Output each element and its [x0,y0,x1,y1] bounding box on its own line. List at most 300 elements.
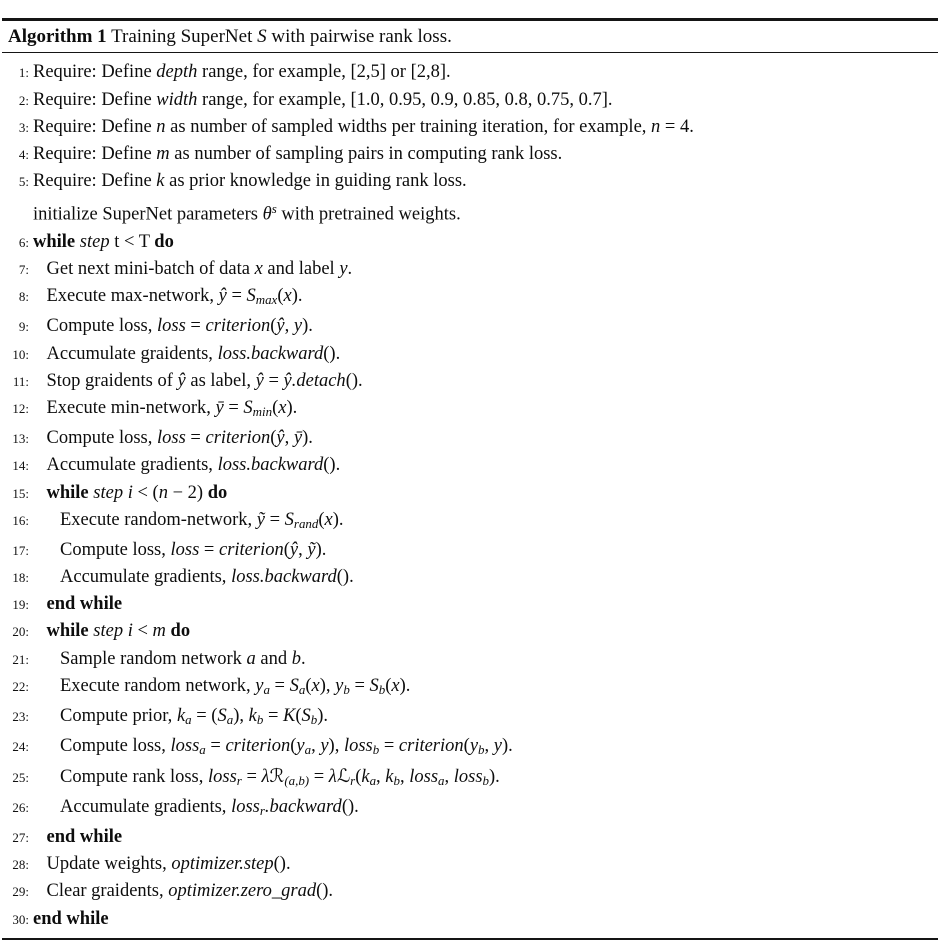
text-segment: step i [93,621,133,642]
algorithm-line [2,537,938,564]
text-segment: min [252,403,273,419]
text-segment: S [217,705,227,726]
line-number: 14: [12,458,29,474]
text-segment: m [156,143,170,164]
text-segment: . [347,259,353,280]
line-number: 8: [18,289,29,305]
line-number: 24: [12,738,29,754]
text-segment: ). [315,539,327,560]
text-segment: as label, [185,370,256,391]
text-segment: Compute loss, [60,539,171,560]
text-segment: as prior knowledge in guiding rank loss. [164,171,467,192]
line-number: 23: [12,708,29,724]
text-segment: ). [332,509,344,530]
text-segment: loss.backward [231,566,337,587]
text-segment: criterion [205,428,271,449]
text-segment: y [293,316,303,337]
text-segment: , [311,735,321,756]
text-segment: b [378,681,386,697]
text-segment: ( [463,735,470,756]
line-number: 22: [12,678,29,694]
text-segment: ( [277,286,284,307]
algorithm-line [2,168,938,195]
algorithm-line [2,395,938,425]
text-segment: S [289,675,299,696]
text-segment: (). [336,566,354,587]
algorithm-line [2,341,938,368]
text-segment: S [243,398,253,419]
algorithm-line [2,507,938,537]
text-segment: ). [317,705,329,726]
text-segment: y [339,259,348,280]
text-segment: ), [233,705,249,726]
text-segment: loss [409,766,439,787]
text-segment: end while [46,827,123,847]
line-number: 6: [18,234,29,250]
text-segment: Execute max-network, [46,286,219,307]
text-segment: y [335,675,344,696]
text-segment: while [46,482,94,503]
text-segment: ỹ [256,509,265,530]
text-segment: initialize SuperNet parameters [33,204,263,225]
text-segment: ỹ [307,539,316,560]
text-segment: ( [270,316,277,337]
text-segment: ). [286,398,298,419]
text-segment: loss [343,735,373,756]
text-segment: = [309,766,329,787]
text-segment: (). [345,370,363,391]
algorithm-line [2,283,938,313]
line-content [33,341,938,368]
algorithm-line [2,673,938,703]
line-content [33,368,938,395]
text-segment: Execute min-network, [46,398,216,419]
line-content [33,591,938,618]
line-number: 21: [12,651,29,667]
text-segment: end while [46,594,123,615]
line-content [33,59,938,86]
text-segment: a [438,772,445,788]
text-segment: b [393,772,400,788]
text-segment: Clear graidents, [46,881,169,902]
text-segment: as number of sampled widths per training iteration, for example, [165,116,652,137]
text-segment: loss [231,796,260,817]
line-content [33,195,938,229]
algorithm-line [2,141,938,168]
text-segment: a [298,681,306,697]
text-segment: criterion [205,316,271,337]
algorithm-line [2,824,938,851]
line-number: 16: [12,512,29,528]
text-segment: x [278,398,287,419]
text-segment: S [301,705,311,726]
text-segment: λ [261,766,270,787]
line-content [33,878,938,905]
text-segment: ŷ [276,428,285,449]
algorithm-line [2,480,938,507]
text-segment: ŷ [276,316,285,337]
algorithm-line [2,618,938,645]
algorithm-line [2,564,938,591]
text-segment: Execute random-network, [60,509,257,530]
text-segment: loss [453,766,483,787]
text-segment: ). [302,316,313,337]
algorithm-line [2,59,938,86]
text-segment: S [284,509,294,530]
text-segment: r [259,802,265,818]
text-segment: Update weights, [46,854,172,875]
text-segment: S [246,286,256,307]
text-segment: Compute prior, [60,705,177,726]
text-segment: ȳ [215,398,224,419]
text-segment: do [207,482,228,503]
text-segment: ), [319,675,336,696]
algorithm-line [2,425,938,452]
text-segment: Compute loss, [60,735,171,756]
text-segment: K [283,705,296,726]
algorithm-line [2,763,938,794]
text-segment: b [372,741,380,757]
text-segment: x [283,286,292,307]
text-segment: Compute loss, [46,316,157,337]
text-segment: = [379,735,399,756]
line-number: 4: [18,146,29,162]
text-segment: optimizer.step [171,854,274,875]
line-content [33,452,938,479]
line-content [33,168,938,195]
algorithm-title [2,21,938,52]
text-segment: = [263,370,284,391]
text-segment: depth [156,62,198,83]
text-segment: x [391,675,400,696]
line-content [33,141,938,168]
algorithm-line [2,851,938,878]
text-segment: (). [316,881,334,902]
text-segment: k [361,766,370,787]
text-segment: = [349,675,370,696]
line-content [33,313,938,340]
text-segment: , [399,766,410,787]
text-segment: b [291,648,301,669]
text-segment: , [376,766,386,787]
text-segment: ( [355,766,362,787]
text-segment: and label [262,259,340,280]
text-segment: b [478,741,485,757]
algorithm-line [2,87,938,114]
text-segment: b [310,711,318,727]
line-number: 7: [18,262,29,278]
line-number: 25: [12,769,29,785]
text-segment: loss.backward [217,455,324,476]
text-segment: Algorithm 1 [8,25,107,47]
text-segment: while [33,231,80,252]
text-segment: ). [399,675,411,696]
line-number: 17: [12,542,29,558]
bottom-rule [2,938,938,941]
text-segment: Accumulate gradients, [60,796,232,817]
text-segment: loss.backward [217,343,324,364]
text-segment: Compute loss, [46,428,157,449]
line-content [33,114,938,141]
text-segment: = [241,766,262,787]
line-number: 9: [18,319,29,335]
text-segment: ( [272,398,279,419]
text-segment: = 4. [660,116,694,137]
text-segment: width [156,89,198,110]
line-content [33,618,938,645]
text-segment: do [154,231,174,252]
text-segment: y [469,735,479,756]
text-segment: n [158,482,168,503]
text-segment: < [132,621,153,642]
algorithm-line [2,229,938,256]
line-content [33,733,938,763]
text-segment: Accumulate gradients, [46,455,218,476]
text-segment: S [369,675,379,696]
line-content [33,906,938,933]
text-segment: (). [323,343,341,364]
line-content [33,851,938,878]
algorithm-lines [2,53,938,938]
text-segment: Get next mini-batch of data [46,259,255,280]
text-segment: = [223,398,244,419]
text-segment: Stop graidents of [46,370,178,391]
line-number: 10: [12,346,29,362]
line-number: 3: [18,119,29,135]
text-segment: ŷ.detach [283,370,346,391]
line-number: 20: [12,624,29,640]
text-segment: ( [283,539,290,560]
text-segment: = [226,286,247,307]
text-segment: Require: Define [33,89,157,110]
text-segment: θ [262,204,272,225]
line-content [33,564,938,591]
text-segment: , [284,428,294,449]
text-segment: rand [293,515,319,531]
text-segment: n [156,116,166,137]
algorithm-block [2,18,938,940]
text-segment: end while [33,908,109,929]
text-segment: a [304,741,312,757]
line-content [33,824,938,851]
line-number: 12: [12,401,29,417]
text-segment: max [255,292,278,308]
line-number: 5: [18,174,29,190]
line-number: 2: [18,92,29,108]
text-segment: while [46,621,94,642]
text-segment: ). [302,428,313,449]
text-segment: (). [323,455,341,476]
text-segment: < ( [132,482,159,503]
text-segment: Training SuperNet [106,25,258,47]
text-segment: a [369,772,377,788]
text-segment: ). [291,286,303,307]
text-segment: (). [273,854,291,875]
text-segment: = [205,735,226,756]
line-content [33,283,938,313]
text-segment: Compute rank loss, [60,766,208,787]
text-segment: range, for example, [2,5] or [2,8]. [197,62,451,83]
line-number: 29: [12,884,29,900]
text-segment: ( [270,428,277,449]
text-segment: r [236,772,242,788]
text-segment: ŷ [218,286,227,307]
text-segment: do [170,621,191,642]
text-segment: − 2) [167,482,208,503]
line-number: 27: [12,830,29,845]
text-segment: criterion [225,735,291,756]
algorithm-line [2,114,938,141]
line-content [33,425,938,452]
text-segment: Accumulate graidents, [46,343,218,364]
line-number: 15: [12,485,29,501]
line-number: 13: [12,431,29,447]
algorithm-line [2,733,938,763]
text-segment: . [300,648,306,669]
algorithm-line [2,313,938,340]
text-segment: .backward [264,796,342,817]
text-segment: m [152,621,166,642]
text-segment: y [255,675,264,696]
line-content [33,480,938,507]
line-content [33,646,938,673]
text-segment: step i [93,482,133,503]
text-segment: loss [157,428,186,449]
text-segment: = [185,316,206,337]
algorithm-line [2,256,938,283]
text-segment: = ( [191,705,218,726]
text-segment: ( [290,735,297,756]
algorithm-line [2,878,938,905]
text-segment: x [254,259,263,280]
text-segment: b [482,772,490,788]
text-segment: = [269,675,290,696]
text-segment: ( [295,705,302,726]
line-content [33,794,938,824]
text-segment: (a,b) [284,772,310,788]
text-segment: ( [385,675,392,696]
line-content [33,703,938,733]
text-segment: loss [157,316,186,337]
text-segment: ( [318,509,325,530]
text-segment: k [385,766,394,787]
text-segment: , [484,735,494,756]
text-segment: y [320,735,329,756]
text-segment: a [263,681,270,697]
text-segment: range, for example, [1.0, 0.95, 0.9, 0.85, 0.8, 0.75, 0.7]. [197,89,613,110]
text-segment: ȳ [293,428,303,449]
text-segment: as number of sampling pairs in computing rank loss. [169,143,563,164]
text-segment: , [444,766,454,787]
text-segment: k [176,705,186,726]
text-segment: Require: Define [33,171,157,192]
text-segment: a [246,648,256,669]
line-number: 19: [12,597,29,613]
line-number: 28: [12,857,29,873]
text-segment: r [350,772,356,788]
text-segment: k [156,171,165,192]
line-number: 1: [18,65,29,81]
text-segment: Sample random network [60,648,247,669]
algorithm-line [2,703,938,733]
text-segment: Require: Define [33,116,157,137]
text-segment: criterion [218,539,284,560]
text-segment: loss [170,539,200,560]
text-segment: x [311,675,320,696]
algorithm-line [2,368,938,395]
text-segment: Require: Define [33,62,157,83]
text-segment: s [271,201,277,217]
line-content [33,507,938,537]
line-content [33,537,938,564]
line-number: 26: [12,799,29,815]
text-segment: = [199,539,219,560]
line-content [33,395,938,425]
text-segment: ( [305,675,312,696]
text-segment: b [256,711,264,727]
line-number: 18: [12,569,29,585]
text-segment: ). [489,766,500,787]
text-segment: a [199,741,206,757]
text-segment: Accumulate gradients, [60,566,232,587]
text-segment: with pairwise rank loss. [266,25,452,47]
text-segment: k [248,705,257,726]
text-segment: loss [208,766,237,787]
text-segment: t < T [109,231,155,252]
text-segment: ℛ [269,765,285,787]
text-segment: b [343,681,350,697]
text-segment: y [296,735,305,756]
text-segment: , [298,539,308,560]
text-segment: , [284,316,294,337]
text-segment: = [185,428,206,449]
text-segment: y [493,735,502,756]
text-segment: with pretrained weights. [276,204,461,225]
text-segment: and [255,648,292,669]
text-segment: ℒ [336,765,351,787]
text-segment: = [263,705,283,726]
text-segment: S [257,25,267,47]
text-segment: (). [341,796,359,817]
algorithm-line [2,452,938,479]
line-content [33,763,938,794]
algorithm-line [2,195,938,229]
text-segment: loss [170,735,200,756]
text-segment: ). [501,735,513,756]
text-segment: ŷ [289,539,299,560]
text-segment: ), [328,735,344,756]
line-content [33,87,938,114]
algorithm-line [2,794,938,824]
text-segment: Execute random network, [60,675,256,696]
line-content [33,256,938,283]
text-segment: λ [328,766,337,787]
text-segment: step [79,231,110,252]
text-segment: a [185,711,192,727]
text-segment: optimizer.zero_grad [168,881,317,902]
text-segment: n [651,116,661,137]
line-number: 30: [12,911,29,927]
algorithm-line [2,906,938,933]
text-segment: ŷ [177,370,186,391]
text-segment: = [264,509,285,530]
algorithm-line [2,591,938,618]
line-number: 11: [12,373,29,389]
text-segment: a [226,711,234,727]
algorithm-line [2,646,938,673]
line-content [33,673,938,703]
text-segment: x [324,509,333,530]
